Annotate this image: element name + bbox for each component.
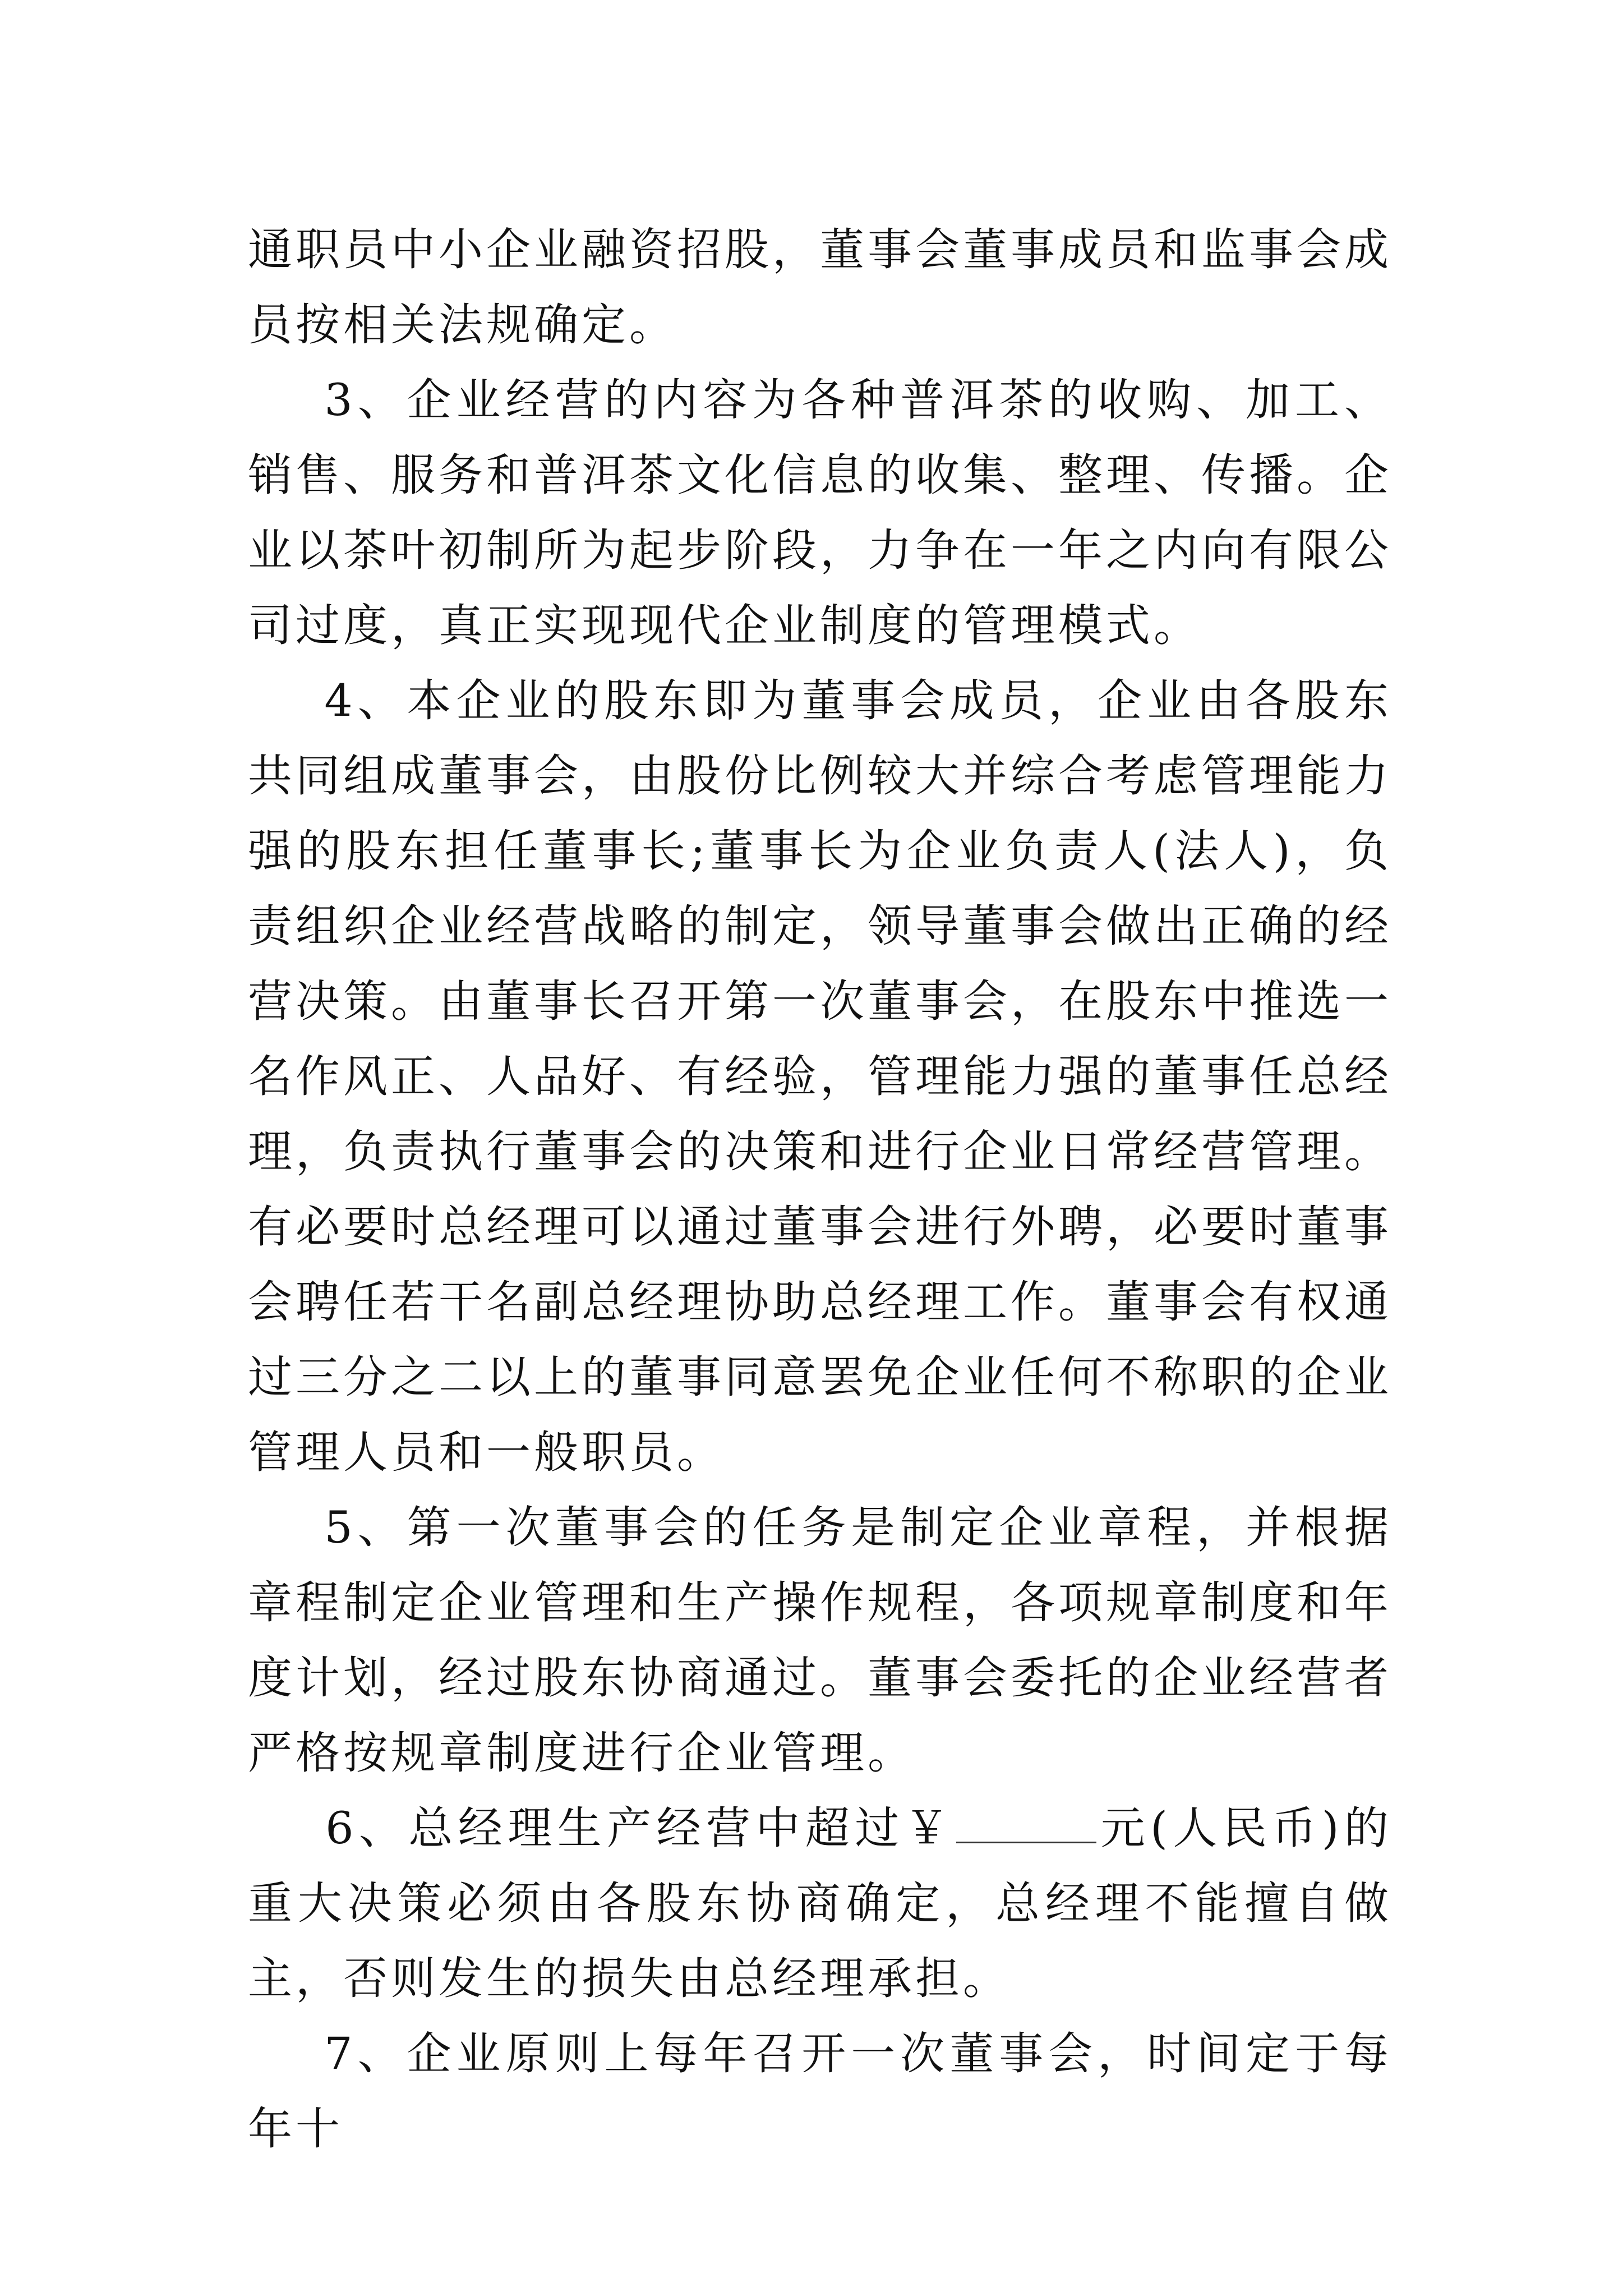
- paragraph-item-3: 3、企业经营的内容为各种普洱茶的收购、加工、销售、服务和普洱茶文化信息的收集、整理、传播。企业以茶叶初制所为起步阶段，力争在一年之内向有限公司过度，真正实现现代企业制度的管理模式。: [248, 374, 1393, 651]
- document-body: [248, 212, 1392, 2166]
- paragraph-continuation: 通职员中小企业融资招股，董事会董事成员和监事会成员按相关法规确定。: [248, 224, 1392, 351]
- paragraph-item-6-before: 6、总经理生产经营中超过￥: [248, 1802, 955, 1854]
- paragraph-item-6: [248, 1791, 1392, 2016]
- paragraph-item-6-after: 元(人民币)的重大决策必须由各股东协商确定，总经理不能擅自做主，否则发生的损失由总经理承担。: [248, 1802, 1392, 2004]
- amount-blank-line: [956, 1802, 1096, 1843]
- paragraph-item-5: 5、第一次董事会的任务是制定企业章程，并根据章程制定企业管理和生产操作规程，各项规章制度和年度计划，经过股东协商通过。董事会委托的企业经营者严格按规章制度进行企业管理。: [248, 1502, 1393, 1779]
- paragraph-item-7: 7、企业原则上每年召开一次董事会，时间定于每年十: [248, 2028, 1393, 2155]
- paragraph-item-4: 4、本企业的股东即为董事会成员，企业由各股东共同组成董事会，由股份比例较大并综合考虑管理能力强的股东担任董事长;董事长为企业负责人(法人)，负责组织企业经营战略的制定，领导董事会做出正确的经营决策。由董事长召开第一次董事会，在股东中推选一名作风正、人品好、有经验，管理能力强的董事任总经理，负责执行董事会的决策和进行企业日常经营管理。有必要时总经理可以通过董事会进行外聘，必要时董事会聘任若干名副总经理协助总经理工作。董事会有权通过三分之二以上的董事同意罢免企业任何不称职的企业管理人员和一般职员。: [248, 675, 1393, 1478]
